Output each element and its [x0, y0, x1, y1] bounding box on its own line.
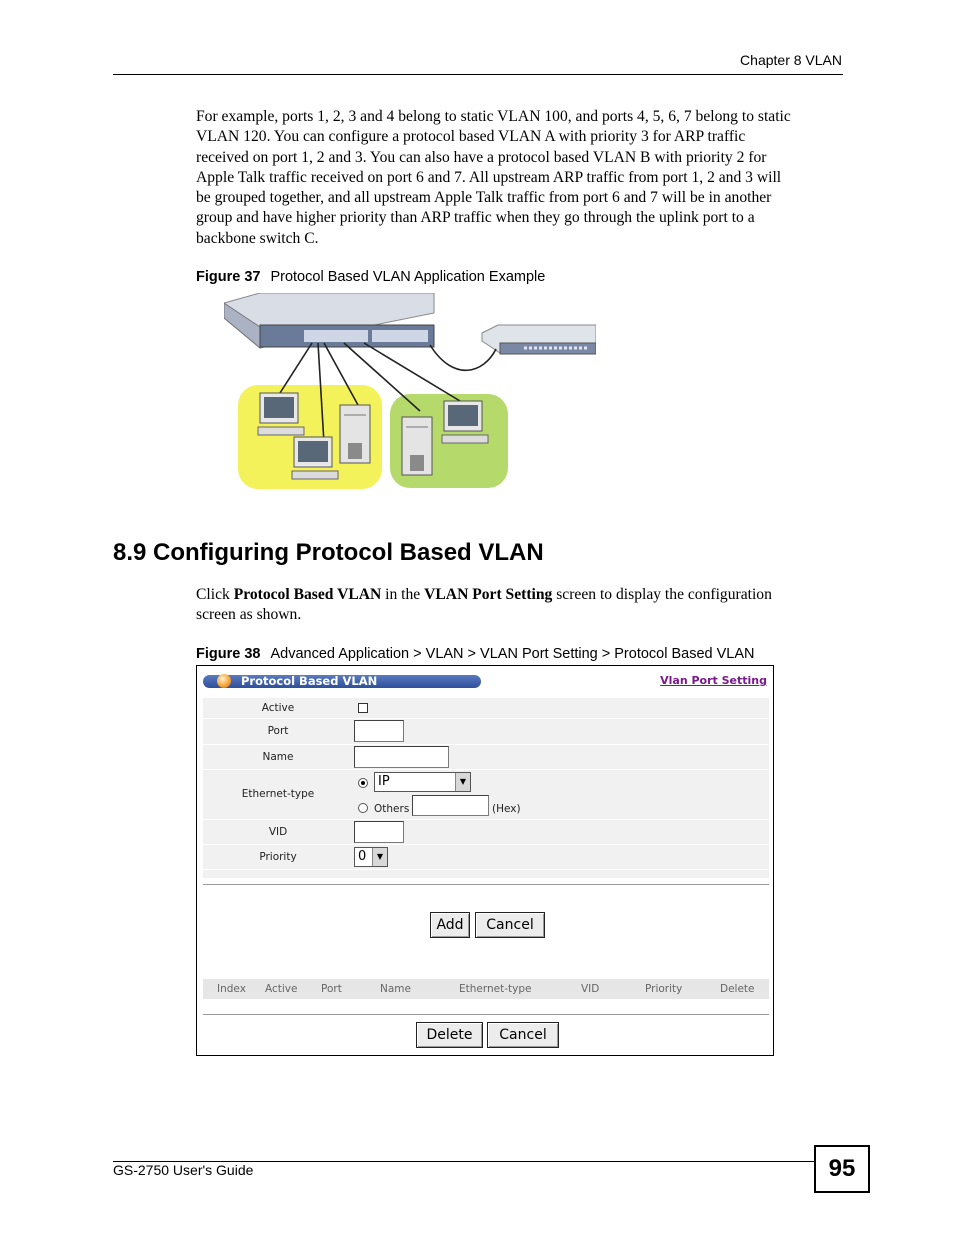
intro-line: VLAN 120. You can configure a protocol based VLAN A with priority 3 for ARP traffic	[196, 128, 746, 146]
priority-select-value: 0	[358, 849, 367, 864]
server-tower-icon	[402, 417, 432, 475]
priority-select[interactable]	[354, 847, 388, 867]
screen-title-bar	[203, 675, 481, 688]
others-label: Others	[374, 803, 410, 815]
column-header: Port	[321, 983, 342, 995]
divider	[203, 1014, 769, 1015]
intro-line: For example, ports 1, 2, 3 and 4 belong to static VLAN 100, and ports 4, 5, 6, 7 belong to static	[196, 108, 791, 125]
ethernet-type-label: Ethernet-type	[241, 788, 315, 800]
section-bold-term: Protocol Based VLAN	[233, 586, 382, 603]
vid-row	[203, 820, 769, 845]
section-paragraph	[196, 585, 846, 626]
cancel-button-bottom[interactable]: Cancel	[487, 1022, 559, 1048]
section-bold-term: VLAN Port Setting	[424, 586, 553, 603]
column-header: Priority	[645, 983, 683, 995]
figure-38-number: Figure 38	[196, 646, 261, 662]
server-tower-icon	[340, 405, 370, 463]
port-row	[203, 719, 769, 745]
figure-37-title: Protocol Based VLAN Application Example	[270, 269, 546, 285]
section-line-1	[196, 585, 846, 605]
column-header: Active	[265, 983, 298, 995]
footer-guide-title: GS-2750 User's Guide	[113, 1162, 254, 1178]
chevron-down-icon: ▼	[372, 848, 387, 866]
chevron-down-icon: ▼	[455, 773, 470, 791]
port-input[interactable]	[354, 720, 404, 742]
figure-38-caption	[196, 646, 755, 662]
divider	[203, 884, 769, 885]
name-row	[203, 745, 769, 770]
ethernet-type-select[interactable]	[374, 772, 471, 792]
add-button[interactable]: Add	[430, 912, 470, 938]
network-diagram	[224, 293, 596, 491]
header-rule	[113, 74, 843, 75]
column-header: VID	[581, 983, 600, 995]
chapter-header: Chapter 8 VLAN	[740, 52, 842, 68]
screen-title: Protocol Based VLAN	[241, 674, 378, 688]
column-header: Index	[217, 983, 246, 995]
main-switch-icon	[224, 293, 434, 348]
ethernet-type-radio-ip[interactable]	[358, 778, 368, 788]
section-text: in the	[381, 586, 425, 603]
active-row	[203, 698, 769, 719]
intro-line: be grouped together, and all upstream Apple Talk traffic from port 6 and 7 will be in another	[196, 189, 772, 207]
intro-line: received on port 1, 2 and 3. You can also have a protocol based VLAN B with priority 2 for	[196, 148, 767, 166]
vid-label: VID	[268, 826, 288, 838]
figure-37-caption	[196, 269, 545, 285]
figure-37-number: Figure 37	[196, 269, 261, 285]
ethernet-type-radio-others[interactable]	[358, 803, 368, 813]
ethernet-type-select-value: IP	[378, 774, 390, 789]
intro-line: group and have higher priority than ARP traffic when they go through the uplink port to a	[196, 209, 755, 227]
port-label: Port	[267, 725, 289, 737]
vlan-port-setting-link[interactable]: Vlan Port Setting	[660, 674, 767, 687]
priority-row	[203, 845, 769, 870]
name-input[interactable]	[354, 746, 449, 768]
section-line-2: screen as shown.	[196, 606, 302, 624]
column-header: Name	[380, 983, 411, 995]
figure-38-title: Advanced Application > VLAN > VLAN Port Setting > Protocol Based VLAN	[270, 646, 755, 662]
protocol-vlan-screen	[196, 665, 774, 1056]
column-header: Ethernet-type	[459, 983, 532, 995]
form-bottom-strip	[203, 870, 769, 879]
pc-icon	[258, 393, 304, 435]
table-header	[203, 979, 769, 999]
intro-paragraph	[196, 107, 846, 249]
vid-input[interactable]	[354, 821, 404, 843]
section-text: Click	[196, 586, 234, 603]
intro-line: Apple Talk traffic received on port 6 and 7. All upstream ARP traffic from port 1, 2 and 3 will	[196, 168, 782, 186]
others-hex-input[interactable]	[412, 795, 489, 816]
name-label: Name	[262, 751, 294, 763]
title-orb-icon	[217, 674, 231, 688]
hex-label: (Hex)	[492, 803, 521, 815]
active-checkbox[interactable]	[358, 703, 368, 713]
active-label: Active	[261, 702, 295, 714]
pc-icon	[442, 401, 488, 443]
section-heading: 8.9 Configuring Protocol Based VLAN	[113, 539, 544, 566]
ethernet-type-row	[203, 770, 769, 820]
intro-line: backbone switch C.	[196, 229, 319, 247]
page-number: 95	[814, 1145, 870, 1193]
priority-label: Priority	[259, 851, 297, 863]
cancel-button[interactable]: Cancel	[475, 912, 545, 938]
backbone-switch-icon	[482, 325, 596, 354]
pc-icon	[292, 437, 338, 479]
delete-button[interactable]: Delete	[416, 1022, 483, 1048]
column-header: Delete	[720, 983, 755, 995]
section-text: screen to display the configuration	[552, 586, 772, 603]
